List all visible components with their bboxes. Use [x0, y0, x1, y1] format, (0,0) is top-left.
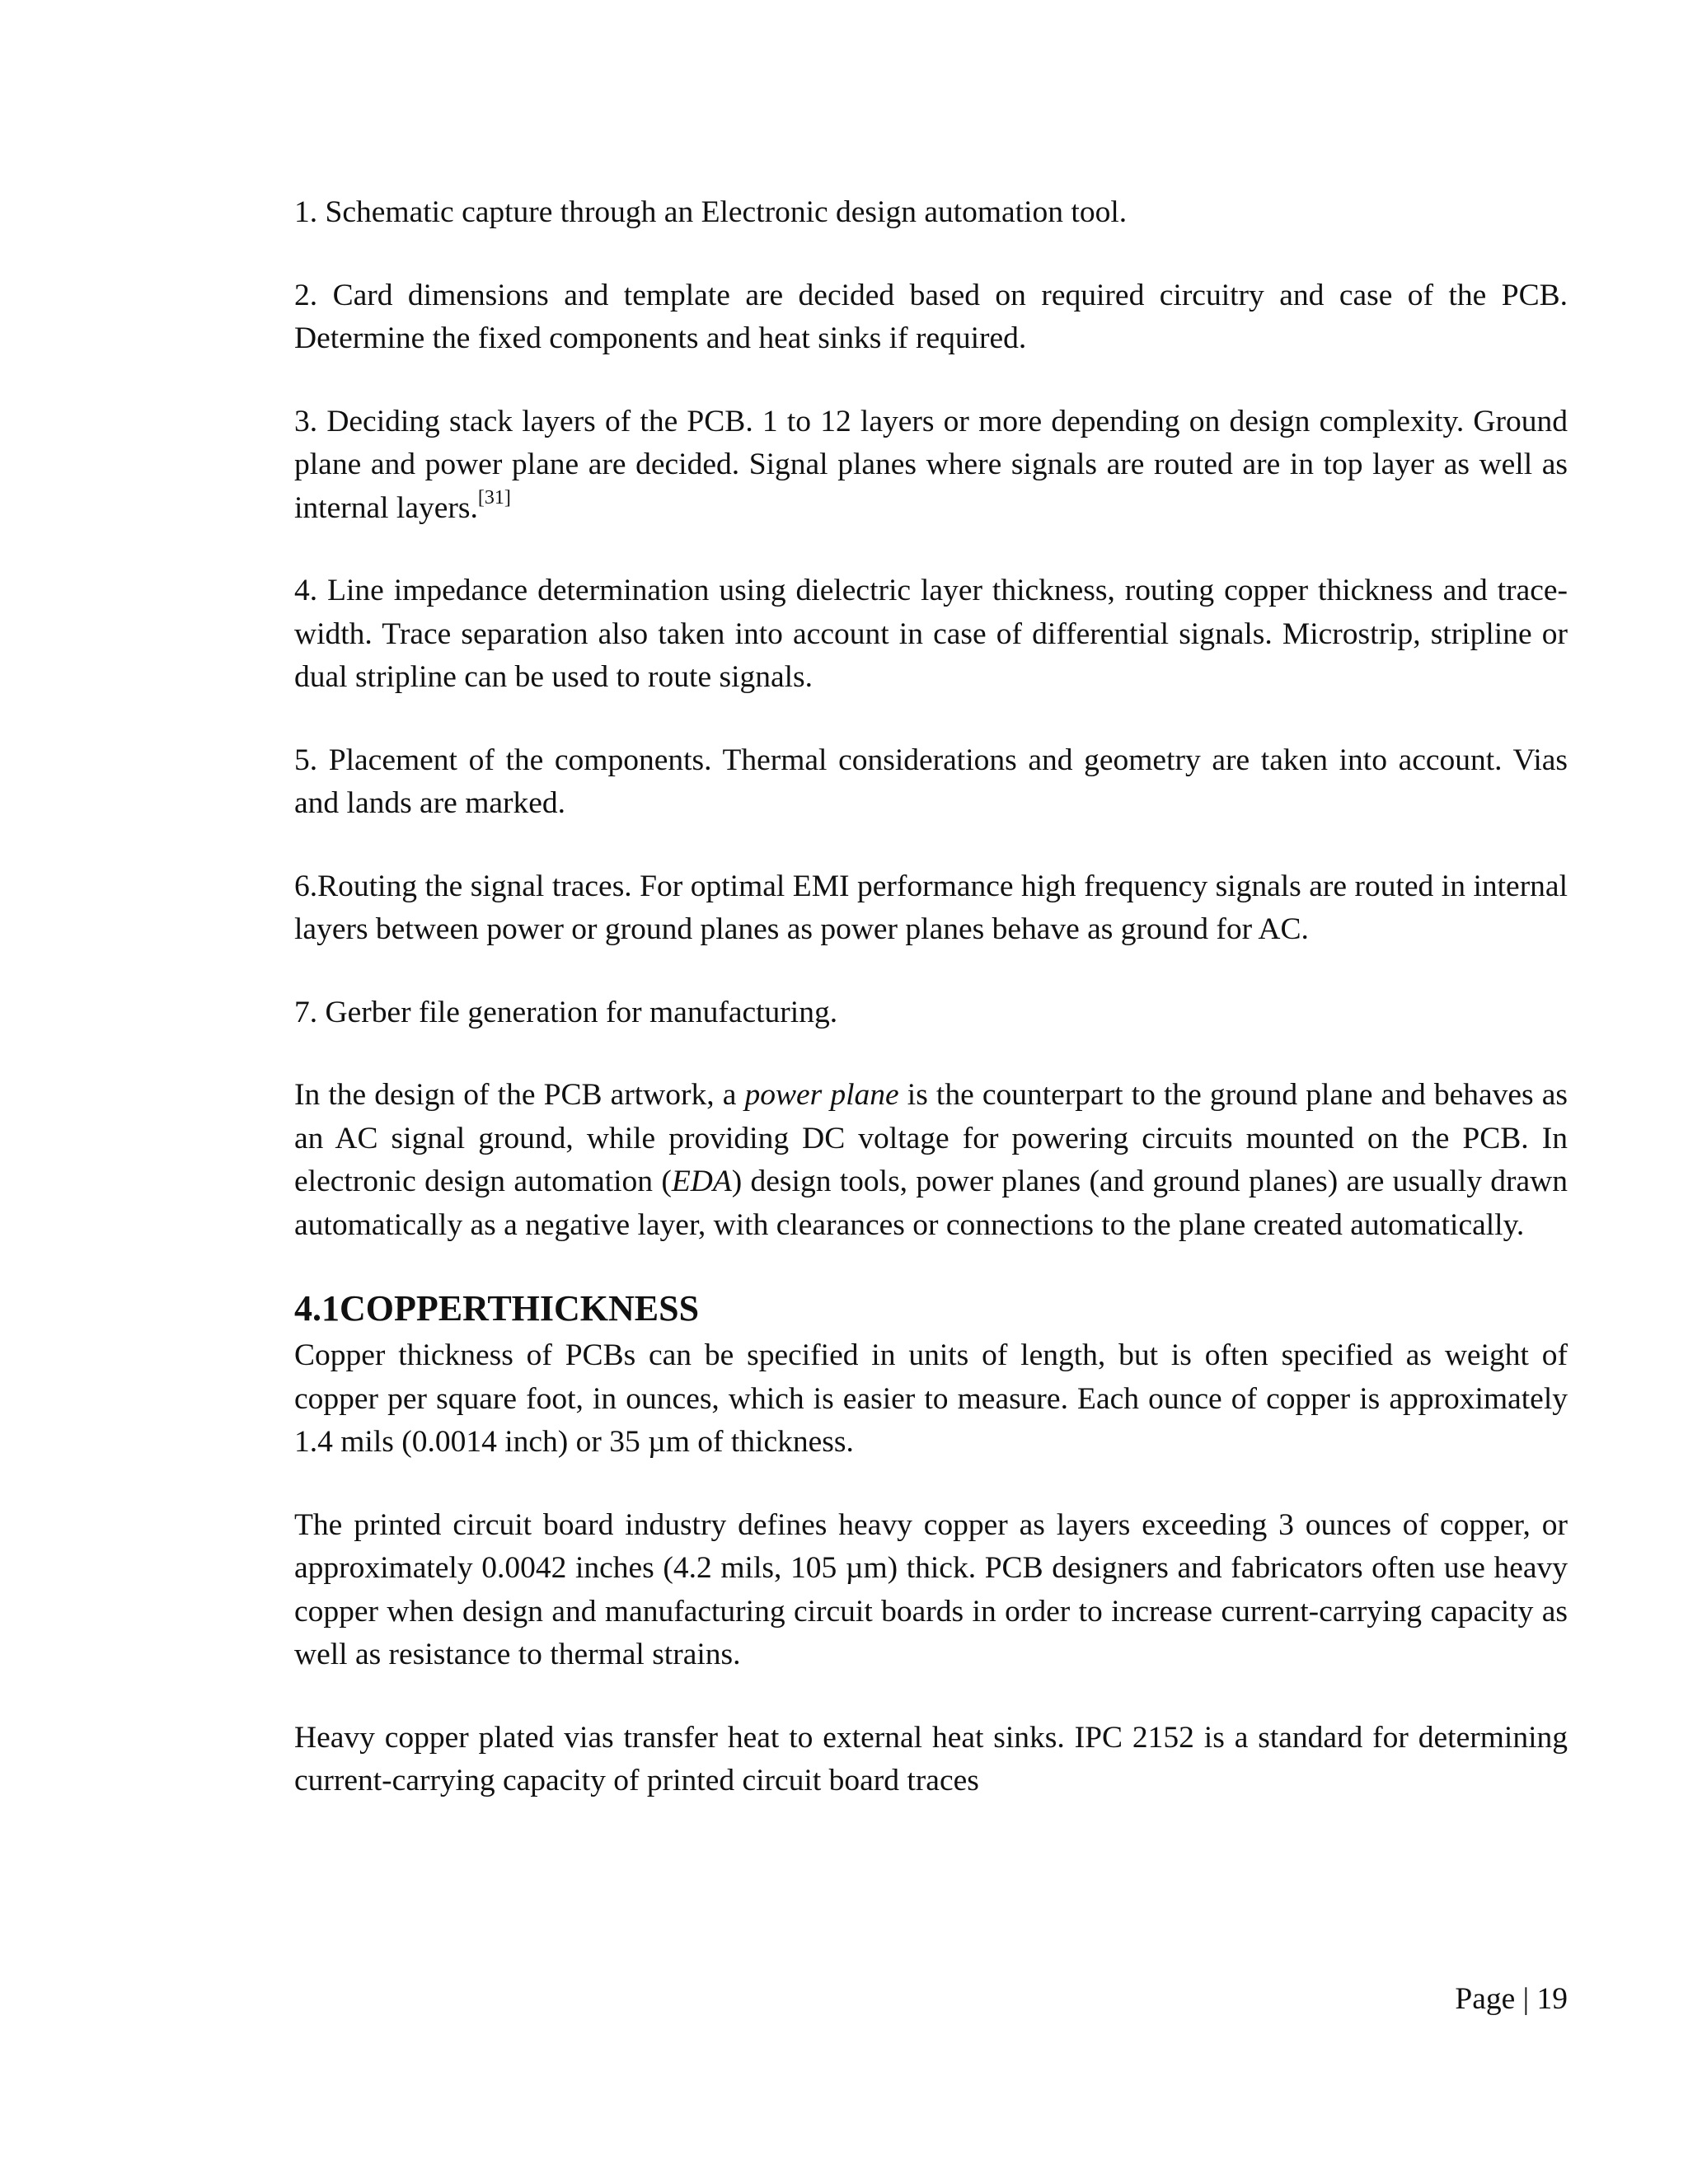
list-item-2: 2. Card dimensions and template are decided based on required circuitry and case of the PCB. Determine the fixed components and heat sinks if required. [294, 278, 1568, 355]
list-item-5: 5. Placement of the components. Thermal considerations and geometry are taken into account. Vias and lands are marked. [294, 743, 1568, 820]
list-item-1: 1. Schematic capture through an Electronic design automation tool. [294, 195, 1128, 229]
citation-reference[interactable]: [31] [477, 487, 511, 509]
eda-term: EDA [671, 1165, 732, 1198]
page-content [294, 191, 1568, 1803]
power-plane-term: power plane [744, 1078, 899, 1112]
section-heading: 4.1COPPERTHICKNESS [294, 1288, 700, 1329]
page-number: Page | 19 [1455, 1982, 1568, 2016]
list-item-7: 7. Gerber file generation for manufacturing. [294, 995, 838, 1029]
list-item-6: 6.Routing the signal traces. For optimal EMI performance high frequency signals are routed in internal layers between power or ground planes as power planes behave as ground for AC. [294, 869, 1568, 946]
list-item-3: 3. Deciding stack layers of the PCB. 1 to 12 layers or more depending on design complexity. Ground plane and power plane are decided. Signal planes where signals are routed are in top layer as well as internal layers.[31] [294, 404, 1568, 525]
power-plane-paragraph: In the design of the PCB artwork, a power plane is the counterpart to the ground plane and behaves as an AC signal ground, while providing DC voltage for powering circuits mounted on the PCB. In electronic design automation (EDA) design tools, power planes (and ground planes) are usually drawn automatically as a negative layer, with clearances or connections to the plane created automatically. [294, 1078, 1568, 1242]
copper-paragraph-3: Heavy copper plated vias transfer heat to external heat sinks. IPC 2152 is a standard for determining current-carrying capacity of printed circuit board traces [294, 1720, 1568, 1797]
list-item-4: 4. Line impedance determination using dielectric layer thickness, routing copper thickness and trace-width. Trace separation also taken into account in case of differential signals. Microstrip, stripline or dual stripline can be used to route signals. [294, 574, 1568, 694]
copper-paragraph-1: Copper thickness of PCBs can be specified in units of length, but is often specified as weight of copper per square foot, in ounces, which is easier to measure. Each ounce of copper is approximately 1.4 mils (0.0014 inch) or 35 µm of thickness. [294, 1338, 1568, 1459]
copper-paragraph-2: The printed circuit board industry defines heavy copper as layers exceeding 3 ounces of copper, or approximately 0.0042 inches (4.2 mils, 105 µm) thick. PCB designers and fabricators often use heavy copper when design and manufacturing circuit boards in order to increase current-carrying capacity as well as resistance to thermal strains. [294, 1507, 1568, 1671]
